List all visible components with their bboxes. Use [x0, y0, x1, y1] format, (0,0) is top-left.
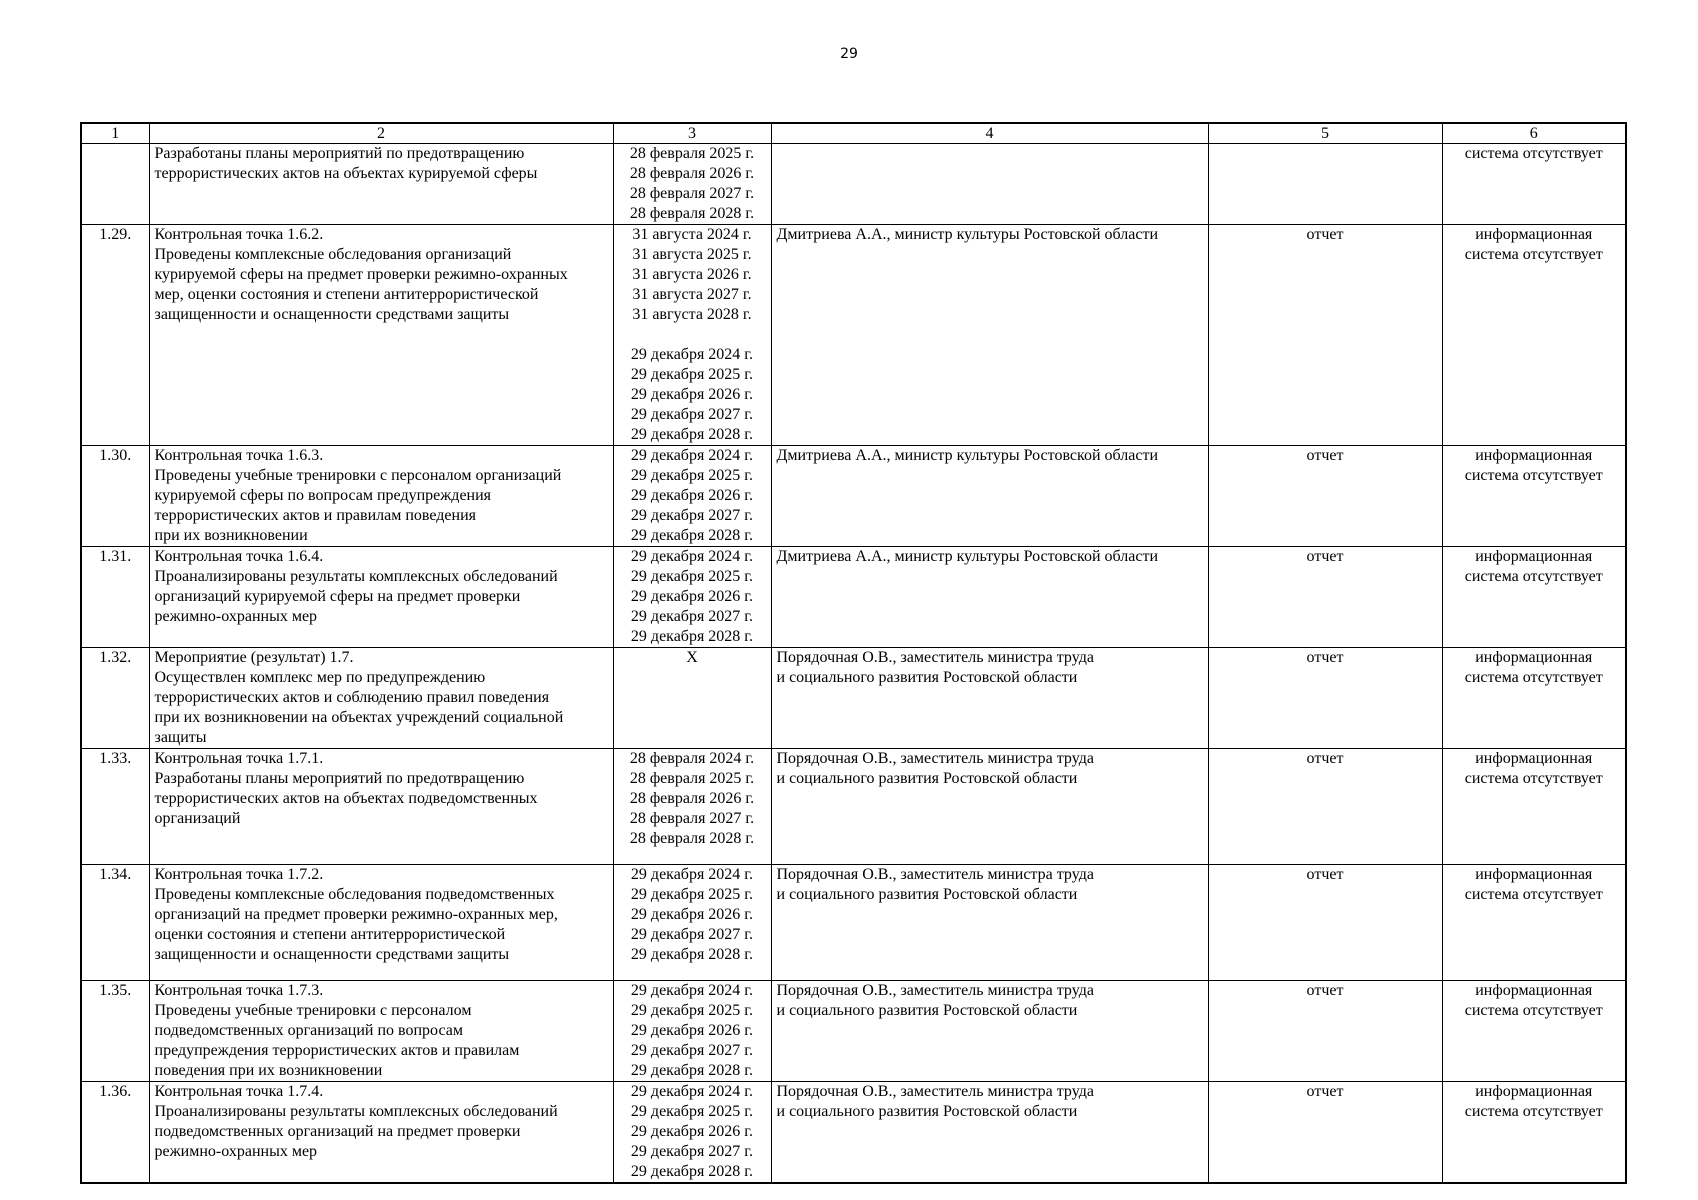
row-document-type [1208, 144, 1442, 225]
header-cell: 5 [1208, 123, 1442, 144]
table-row [81, 446, 1626, 547]
row-info-system [1442, 446, 1626, 547]
row-responsible [771, 648, 1208, 749]
row-description [149, 144, 613, 225]
row-description-text: Контрольная точка 1.6.4. Проанализированы результаты комплексных обследований организаций курируемой сферы на предмет проверки режимно-охранных мер [154, 548, 558, 625]
row-description-text: Контрольная точка 1.6.3. Проведены учебные тренировки с персоналом организаций курируемой сферы по вопросам предупреждения террористических актов и правилам поведения при их возникновении [154, 447, 562, 544]
row-info-system-text: информационная система отсутствует [1464, 1083, 1603, 1120]
row-number [81, 749, 149, 865]
row-description-text: Мероприятие (результат) 1.7. Осуществлен комплекс мер по предупреждению террористических актов и соблюдению правил поведения при их возникновении на объектах учреждений социальной защиты [154, 649, 564, 746]
row-document-type-text: отчет [1306, 226, 1344, 243]
row-number-text: 1.36. [99, 1083, 132, 1100]
row-number-text: 1.34. [99, 866, 132, 883]
row-info-system-text: информационная система отсутствует [1464, 649, 1603, 686]
row-dates-text: 29 декабря 2024 г. 29 декабря 2025 г. 29 декабря 2026 г. 29 декабря 2027 г. 29 декабря 2028 г. [630, 447, 754, 544]
row-info-system [1442, 225, 1626, 446]
row-responsible [771, 144, 1208, 225]
row-info-system [1442, 547, 1626, 648]
row-description-text: Контрольная точка 1.7.4. Проанализированы результаты комплексных обследований подведомственных организаций на предмет проверки режимно-охранных мер [154, 1083, 558, 1160]
row-number [81, 1082, 149, 1184]
row-document-type [1208, 225, 1442, 446]
row-dates-text: 29 декабря 2024 г. 29 декабря 2025 г. 29 декабря 2026 г. 29 декабря 2027 г. 29 декабря 2028 г. [630, 982, 754, 1079]
row-info-system-text: информационная система отсутствует [1464, 548, 1603, 585]
row-number-text: 1.32. [99, 649, 132, 666]
row-number [81, 225, 149, 446]
row-responsible [771, 865, 1208, 981]
row-info-system-text: информационная система отсутствует [1464, 447, 1603, 484]
row-dates [613, 648, 771, 749]
row-description [149, 865, 613, 981]
row-responsible [771, 446, 1208, 547]
row-dates-text: 29 декабря 2024 г. 29 декабря 2025 г. 29 декабря 2026 г. 29 декабря 2027 г. 29 декабря 2028 г. [630, 866, 754, 963]
row-description [149, 648, 613, 749]
row-dates [613, 446, 771, 547]
row-description [149, 225, 613, 446]
row-dates-text: 31 августа 2024 г. 31 августа 2025 г. 31 августа 2026 г. 31 августа 2027 г. 31 августа 2028 г. 29 декабря 2024 г. 29 декабря 2025 г. 29 декабря 2026 г. 29 декабря 2027 г. 29 декабря 2028 г. [630, 226, 754, 443]
row-document-type-text: отчет [1306, 982, 1344, 999]
header-cell: 6 [1442, 123, 1626, 144]
row-document-type [1208, 749, 1442, 865]
row-document-type [1208, 1082, 1442, 1184]
row-description-text: Контрольная точка 1.7.3. Проведены учебные тренировки с персоналом подведомственных организаций по вопросам предупреждения террористических актов и правилам поведения при их возникновении [154, 982, 520, 1079]
row-dates [613, 547, 771, 648]
row-info-system [1442, 865, 1626, 981]
plan-table [80, 122, 1627, 1184]
table-row [81, 749, 1626, 865]
row-document-type-text: отчет [1306, 750, 1344, 767]
row-document-type-text: отчет [1306, 649, 1344, 666]
row-document-type-text: отчет [1306, 548, 1344, 565]
row-number-text: 1.31. [99, 548, 132, 565]
header-cell: 1 [81, 123, 149, 144]
row-dates [613, 749, 771, 865]
row-dates [613, 981, 771, 1082]
row-info-system [1442, 749, 1626, 865]
row-number [81, 547, 149, 648]
row-responsible [771, 547, 1208, 648]
table-row [81, 865, 1626, 981]
table-row [81, 648, 1626, 749]
row-dates-text: 28 февраля 2024 г. 28 февраля 2025 г. 28 февраля 2026 г. 28 февраля 2027 г. 28 февраля 2028 г. [629, 750, 755, 847]
row-number [81, 446, 149, 547]
row-number [81, 648, 149, 749]
table-row [81, 225, 1626, 446]
row-responsible-text: Порядочная О.В., заместитель министра труда и социального развития Ростовской области [776, 1083, 1094, 1120]
row-responsible-text: Порядочная О.В., заместитель министра труда и социального развития Ростовской области [776, 649, 1094, 686]
row-description [149, 1082, 613, 1184]
row-responsible-text: Дмитриева А.А., министр культуры Ростовской области [776, 447, 1159, 464]
row-dates-text: 29 декабря 2024 г. 29 декабря 2025 г. 29 декабря 2026 г. 29 декабря 2027 г. 29 декабря 2028 г. [630, 548, 754, 645]
page-number: 29 [840, 46, 858, 62]
row-description [149, 446, 613, 547]
row-responsible-text: Порядочная О.В., заместитель министра труда и социального развития Ростовской области [776, 750, 1094, 787]
header-cell: 4 [771, 123, 1208, 144]
row-responsible [771, 749, 1208, 865]
row-info-system [1442, 981, 1626, 1082]
table-row [81, 981, 1626, 1082]
row-number [81, 981, 149, 1082]
row-responsible-text: Дмитриева А.А., министр культуры Ростовской области [776, 226, 1159, 243]
row-responsible [771, 981, 1208, 1082]
row-info-system [1442, 144, 1626, 225]
row-dates [613, 865, 771, 981]
row-document-type-text: отчет [1306, 1083, 1344, 1100]
row-number-text: 1.29. [99, 226, 132, 243]
row-number [81, 865, 149, 981]
row-description-text: Контрольная точка 1.7.2. Проведены комплексные обследования подведомственных организаций на предмет проверки режимно-охранных мер, оценки состояния и степени антитеррористической защищенности и оснащенности средствами защиты [154, 866, 558, 963]
row-info-system-text: информационная система отсутствует [1464, 750, 1603, 787]
row-document-type [1208, 446, 1442, 547]
table-row [81, 144, 1626, 225]
header-row [81, 123, 1626, 144]
row-responsible-text: Порядочная О.В., заместитель министра труда и социального развития Ростовской области [776, 982, 1094, 1019]
row-document-type [1208, 981, 1442, 1082]
row-description [149, 981, 613, 1082]
row-info-system [1442, 648, 1626, 749]
row-description-text: Контрольная точка 1.6.2. Проведены комплексные обследования организаций курируемой сферы на предмет проверки режимно-охранных мер, оценки состояния и степени антитеррористической защищенности и оснащенности средствами защиты [154, 226, 568, 323]
row-dates-text: 28 февраля 2025 г. 28 февраля 2026 г. 28 февраля 2027 г. 28 февраля 2028 г. [629, 145, 755, 222]
row-number-text: 1.33. [99, 750, 132, 767]
row-document-type [1208, 648, 1442, 749]
row-info-system-text: информационная система отсутствует [1464, 226, 1603, 263]
row-number-text: 1.30. [99, 447, 132, 464]
table-row [81, 547, 1626, 648]
row-document-type-text: отчет [1306, 866, 1344, 883]
row-responsible [771, 225, 1208, 446]
row-description-text: Разработаны планы мероприятий по предотвращению террористических актов на объектах курируемой сферы [154, 145, 538, 182]
row-document-type-text: отчет [1306, 447, 1344, 464]
table-row [81, 1082, 1626, 1184]
row-dates [613, 1082, 771, 1184]
row-info-system [1442, 1082, 1626, 1184]
row-number [81, 144, 149, 225]
row-responsible-text: Порядочная О.В., заместитель министра труда и социального развития Ростовской области [776, 866, 1094, 903]
row-responsible [771, 1082, 1208, 1184]
row-description-text: Контрольная точка 1.7.1. Разработаны планы мероприятий по предотвращению террористических актов на объектах подведомственных организаций [154, 750, 538, 827]
header-cell: 2 [149, 123, 613, 144]
row-info-system-text: система отсутствует [1464, 145, 1603, 162]
row-description [149, 749, 613, 865]
row-info-system-text: информационная система отсутствует [1464, 866, 1603, 903]
row-dates [613, 225, 771, 446]
row-document-type [1208, 865, 1442, 981]
row-dates-text: X [686, 649, 698, 666]
row-dates [613, 144, 771, 225]
row-info-system-text: информационная система отсутствует [1464, 982, 1603, 1019]
header-cell: 3 [613, 123, 771, 144]
row-responsible-text: Дмитриева А.А., министр культуры Ростовской области [776, 548, 1159, 565]
row-number-text: 1.35. [99, 982, 132, 999]
row-dates-text: 29 декабря 2024 г. 29 декабря 2025 г. 29 декабря 2026 г. 29 декабря 2027 г. 29 декабря 2028 г. [630, 1083, 754, 1180]
row-description [149, 547, 613, 648]
row-document-type [1208, 547, 1442, 648]
